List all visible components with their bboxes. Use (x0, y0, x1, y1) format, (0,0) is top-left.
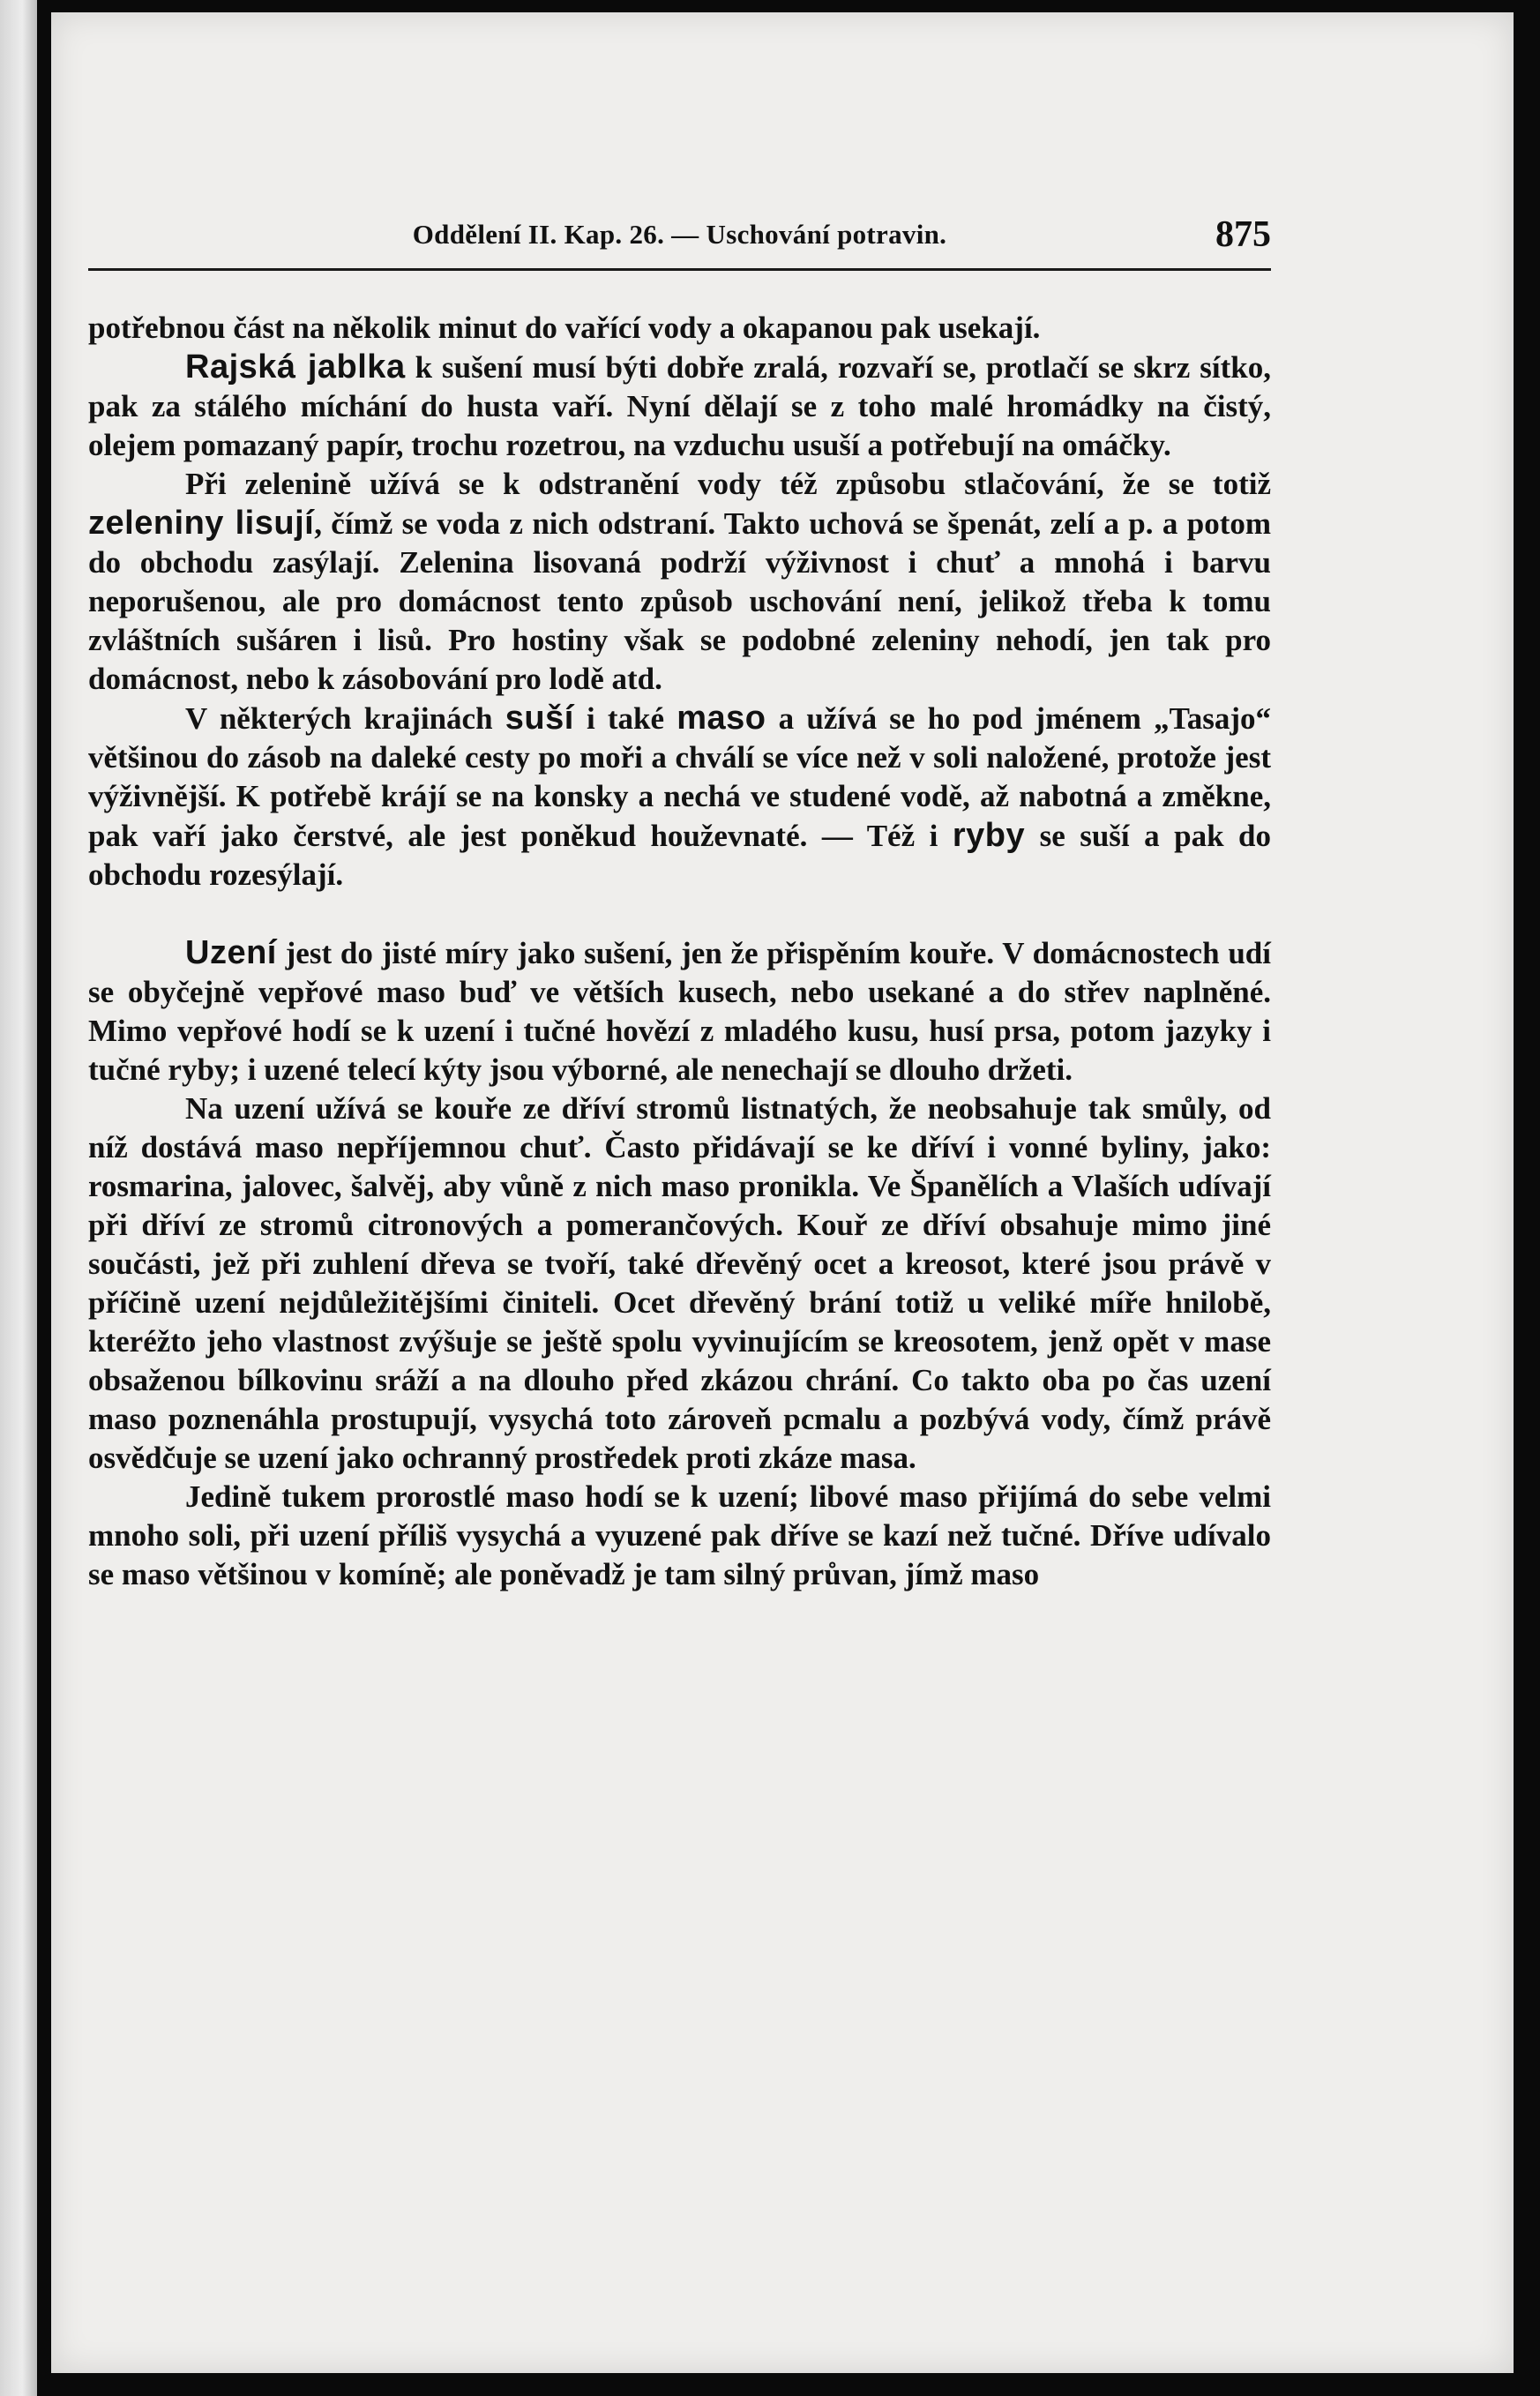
body-text (88, 309, 1271, 1594)
paragraph: Uzení jest do jisté míry jako sušení, jen že přispěním kouře. V domácnostech udí se obyčejně vepřové maso buď ve větších kusech, nebo usekané a do střev naplněné. Mimo vepřové hodí se k uzení i tučné hovězí z mladého kusu, husí prsa, potom jazyky i tučné ryby; i uzené telecí kýty jsou výborné, ale nenechají se dlouho držeti. (88, 934, 1271, 1087)
topic-term: zeleniny lisují (88, 505, 315, 542)
paragraph: Rajská jablka k sušení musí býti dobře zralá, rozvaří se, protlačí se skrz sítko, pak za stálého míchání do husta vaří. Nyní dělají se z toho malé hromádky na čistý, olejem pomazaný papír, trochu rozetrou, na vzduchu usuší a potřebují na omáčky. (88, 348, 1271, 462)
page-header (88, 208, 1271, 270)
topic-term: ryby (952, 817, 1026, 854)
adjacent-page-edge (0, 0, 37, 2396)
topic-term: Uzení (185, 934, 277, 971)
paragraph: Při zelenině užívá se k odstranění vody též způsobu stlačování, že se totiž zeleniny lisují, čímž se voda z nich odstraní. Takto uchová se špenát, zelí a p. a potom do obchodu zasýlají. Zelenina lisovaná podrží výživnost i chuť a mnohá i barvu neporušenou, ale pro domácnost tento způsob uschování není, jelikož třeba k tomu zvláštních sušáren i lisů. Pro hostiny však se podobné zeleniny nehodí, jen tak pro domácnost, nebo k zásobování pro lodě atd. (88, 467, 1272, 696)
header-rule (88, 268, 1271, 271)
page-number: 875 (1215, 214, 1271, 255)
paragraph: Na uzení užívá se kouře ze dříví stromů listnatých, že neobsahuje tak smůly, od níž dostává maso nepříjemnou chuť. Často přidávají se ke dříví i vonné byliny, jako: rosmarina, jalovec, šalvěj, aby vůně z nich maso pronikla. Ve Španělích a Vlaších udívají při dříví ze stromů citronových a pomerančových. Kouř ze dříví obsahuje mimo jiné součásti, jež při zuhlení dřeva se tvoří, také dřevěný ocet a kreosot, které jsou právě v příčině uzení nejdůležitějšími činiteli. Ocet dřevěný brání totiž u veliké míře hnilobě, kteréžto jeho vlastnost zvýšuje se ještě spolu vyvinujícím se kreosotem, jenž opět v mase obsaženou bílkovinu sráží a na dlouho před zkázou chrání. Co takto oba po čas uzení maso poznenáhla prostupují, vysychá toto zároveň pcmalu a pozbývá vody, čímž právě osvědčuje se uzení jako ochranný prostředek proti zkáze masa. (88, 1091, 1271, 1475)
paragraph: potřebnou část na několik minut do vařící vody a okapanou pak usekají. (88, 311, 1041, 345)
paragraph: V některých krajinách suší i také maso a užívá se ho pod jménem „Tasajo“ většinou do zásob na daleké cesty po moři a chválí se více než v soli naložené, protože jest výživnější. K potřebě krájí se na konsky a nechá ve studené vodě, až nabotná a změkne, pak vaří jako čerstvé, ale jest poněkud houževnaté. — Též i ryby se suší a pak do obchodu rozesýlají. (88, 700, 1271, 892)
topic-term: maso (677, 700, 766, 737)
topic-term: suší (505, 700, 574, 737)
paragraph: Jedině tukem prorostlé maso hodí se k uzení; libové maso přijímá do sebe velmi mnoho soli, při uzení příliš vysychá a vyuzené pak dříve se kazí než tučné. Dříve udívalo se maso většinou v komíně; ale poněvadž je tam silný průvan, jímž maso (88, 1479, 1271, 1591)
topic-term: Rajská jablka (185, 348, 406, 386)
running-title: Oddělení II. Kap. 26. — Uschování potravin. (412, 219, 947, 250)
